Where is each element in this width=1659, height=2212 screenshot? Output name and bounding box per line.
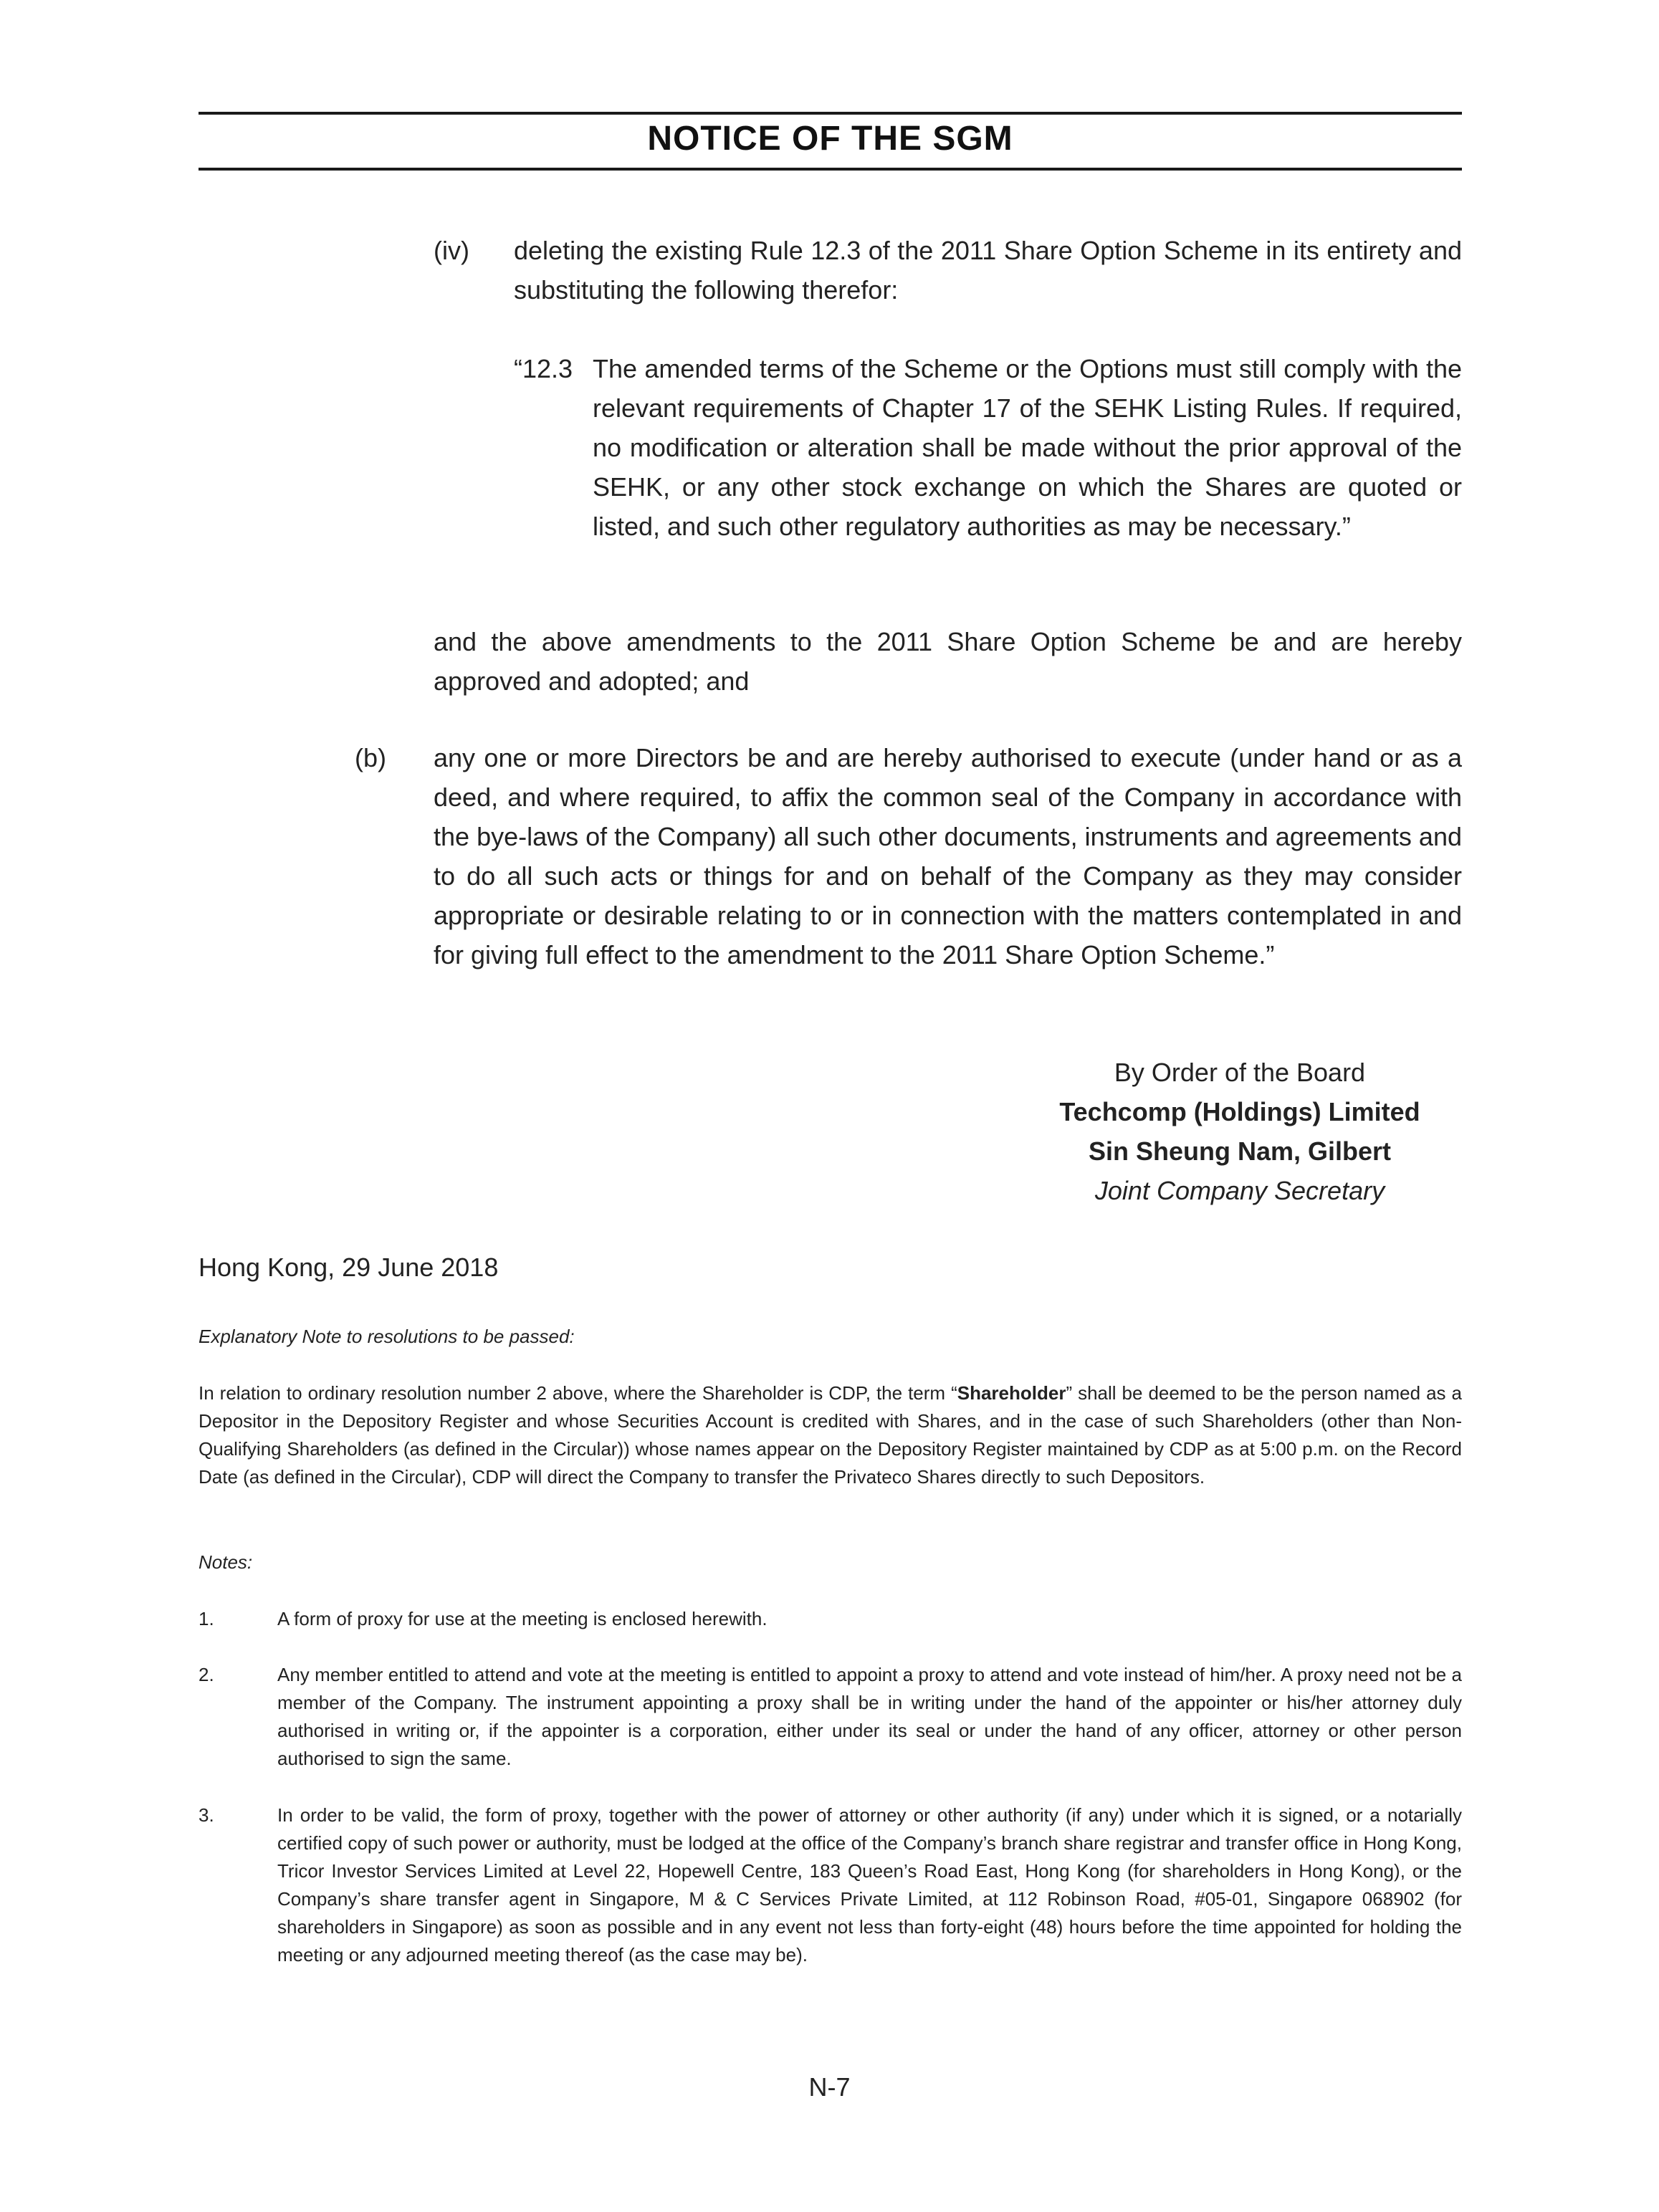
note-3-number: 3. xyxy=(199,1804,214,1826)
explanatory-text-before: In relation to ordinary resolution number 2 above, where the Shareholder is CDP, the term “ xyxy=(199,1382,957,1404)
notes-heading xyxy=(199,1548,252,1576)
company-name: Techcomp (Holdings) Limited xyxy=(1059,1097,1420,1126)
item-iv-label: (iv) xyxy=(434,236,469,265)
explanatory-heading-text: Explanatory Note to resolutions to be passed: xyxy=(199,1326,575,1347)
dateline: Hong Kong, 29 June 2018 xyxy=(199,1253,499,1282)
note-1-number: 1. xyxy=(199,1608,214,1629)
explanatory-bold-term: Shareholder xyxy=(957,1382,1066,1404)
signature-line: By Order of the Board xyxy=(1114,1058,1366,1087)
signature-block xyxy=(1010,1053,1469,1210)
note-3-text: In order to be valid, the form of proxy, together with the power of attorney or other authority (if any) under which it is signed, or a notarially certified copy of such power or authority, must be lodged at the office of the Company’s branch share registrar and transfer office in Hong Kong, Tricor Investor Services Limited at Level 22, Hopewell Centre, 183 Queen’s Road East, Hong Kong (for shareholders in Hong Kong), or the Company’s share transfer agent in Singapore, M & C Services Private Limited, at 112 Robinson Road, #05-01, Singapore 068902 (for shareholders in Singapore) as soon as possible and in any event not less than forty-eight (48) hours before the time appointed for holding the meeting or any adjourned meeting thereof (as the case may be). xyxy=(277,1804,1462,1966)
explanatory-text-after: ” shall be deemed to be the person named as a Depositor in the Depository Register and whose Securities Account is credited with Shares, and in the case of such Shareholders (other than Non-Qualifying Shareholders (as defined in the Circular)) whose names appear on the Depository Register maintained by CDP as at 5:00 p.m. on the Record Date (as defined in the Circular), CDP will direct the Company to transfer the Privateco Shares directly to such Depositors. xyxy=(199,1382,1462,1488)
note-2-number: 2. xyxy=(199,1664,214,1685)
note-1-text: A form of proxy for use at the meeting is enclosed herewith. xyxy=(277,1608,768,1629)
item-iv-text: deleting the existing Rule 12.3 of the 2011 Share Option Scheme in its entirety and substituting the following therefor: xyxy=(514,236,1462,305)
notes-heading-text: Notes: xyxy=(199,1551,253,1573)
amendments-paragraph: and the above amendments to the 2011 Share Option Scheme be and are hereby approved and adopted; and xyxy=(434,627,1462,696)
signatory-name: Sin Sheung Nam, Gilbert xyxy=(1088,1136,1392,1166)
explanatory-heading xyxy=(199,1323,1462,1351)
page-number: N-7 xyxy=(808,2072,851,2102)
quote-12-3-text: The amended terms of the Scheme or the Options must still comply with the relevant requirements of Chapter 17 of the SEHK Listing Rules. If required, no modification or alteration shall be made without the prior approval of the SEHK, or any other stock exchange on which the Shares are quoted or listed, and such other regulatory authorities as may be necessary.” xyxy=(593,354,1462,541)
item-b-label: (b) xyxy=(355,743,386,772)
explanatory-paragraph xyxy=(199,1379,1462,1491)
item-b-text: any one or more Directors be and are hereby authorised to execute (under hand or as a deed, and where required, to affix the common seal of the Company in accordance with the bye-laws of the Company) all such other documents, instruments and agreements and to do all such acts or things for and on behalf of the Company as they may consider appropriate or desirable relating to or in connection with the matters contemplated in and for giving full effect to the amendment to the 2011 Share Option Scheme.” xyxy=(434,743,1462,969)
header-bottom-rule xyxy=(199,168,1462,171)
quote-12-3-label: “12.3 xyxy=(514,354,573,383)
header-top-rule xyxy=(199,112,1462,115)
note-2-text: Any member entitled to attend and vote at the meeting is entitled to appoint a proxy to attend and vote instead of him/her. A proxy need not be a member of the Company. The instrument appointing a proxy shall be in writing under the hand of the appointer or his/her attorney duly authorised in writing or, if the appointer is a corporation, either under its seal or under the hand of any officer, attorney or other person authorised to sign the same. xyxy=(277,1664,1462,1769)
page-title: NOTICE OF THE SGM xyxy=(647,120,1013,158)
signatory-title: Joint Company Secretary xyxy=(1094,1176,1385,1205)
